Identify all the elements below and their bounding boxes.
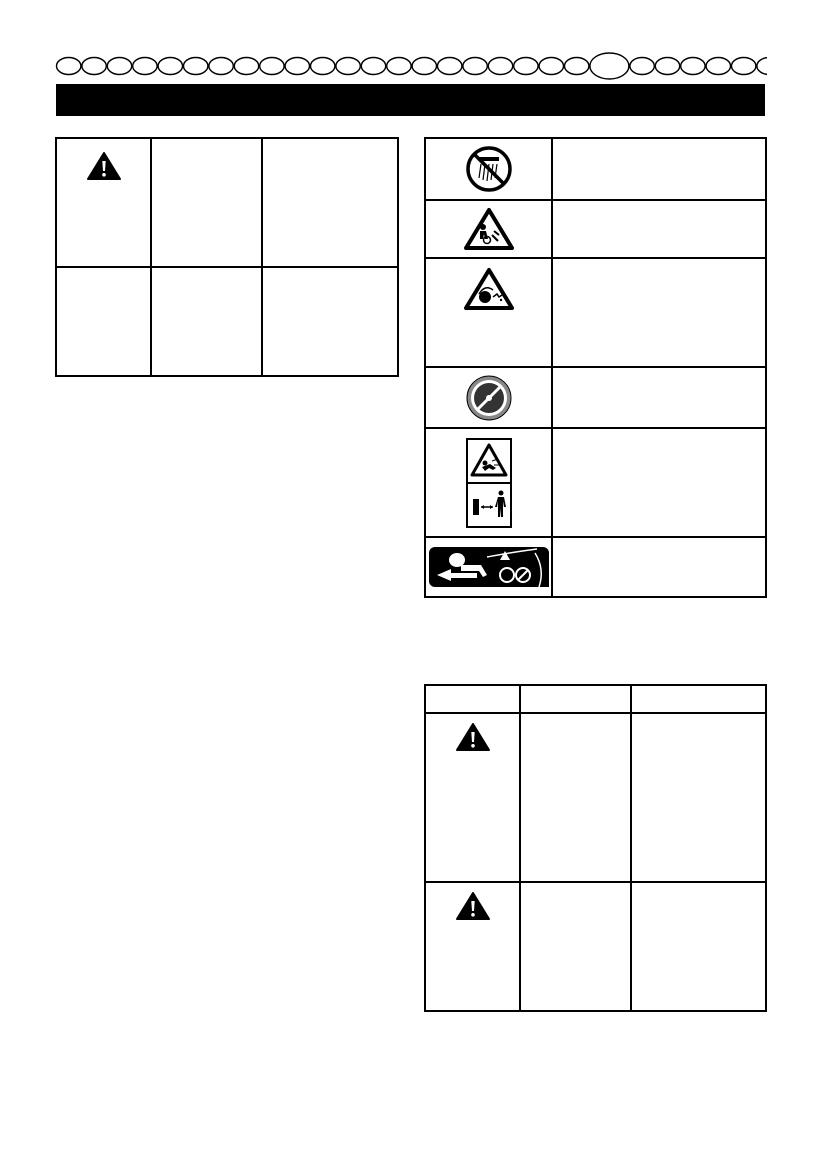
language-tab[interactable]: [732, 58, 756, 75]
language-tab[interactable]: [285, 58, 309, 75]
language-tab[interactable]: [57, 58, 81, 75]
language-tab[interactable]: [706, 58, 730, 75]
language-tab[interactable]: [260, 58, 284, 75]
warning-text-cell: [262, 267, 398, 376]
language-tab[interactable]: [655, 58, 679, 75]
bystander-distance-icon: [465, 437, 513, 529]
column-header: [520, 685, 631, 713]
warning-table-left: [55, 137, 399, 377]
symbol-text-cell: [552, 138, 766, 200]
language-tab[interactable]: [438, 58, 462, 75]
symbol-text-cell: [552, 537, 766, 597]
symbol-text-cell: [552, 258, 766, 367]
symbol-cell: [425, 367, 552, 428]
language-tab[interactable]: [630, 58, 654, 75]
warning-icon-cell: [425, 882, 520, 1011]
table-row: [425, 713, 766, 882]
symbol-cell: [425, 428, 552, 537]
warning-triangle-icon: [455, 891, 491, 921]
symbol-text-cell: [552, 200, 766, 258]
table-header-row: [425, 685, 766, 713]
symbol-text-cell: [552, 367, 766, 428]
thrown-objects-warning-icon: [463, 207, 515, 251]
table-row: [425, 258, 766, 367]
language-tab[interactable]: [82, 58, 106, 75]
language-tabs: [55, 52, 767, 80]
warning-table-right: [424, 684, 767, 1012]
language-tab[interactable]: [158, 58, 182, 75]
language-tab[interactable]: [539, 58, 563, 75]
column-header: [425, 685, 520, 713]
warning-label-cell: [56, 267, 151, 376]
warning-text-cell: [520, 882, 631, 1011]
language-tabs-svg: [55, 52, 767, 80]
language-tab[interactable]: [565, 58, 589, 75]
warning-triangle-icon: [86, 151, 122, 181]
symbol-cell: [425, 200, 552, 258]
table-row: [425, 138, 766, 200]
warning-text-cell: [631, 882, 766, 1011]
language-tab[interactable]: [311, 58, 335, 75]
warning-icon-cell: [56, 138, 151, 267]
warning-triangle-icon: [455, 722, 491, 752]
warning-text-cell: [151, 138, 262, 267]
table-row: [425, 428, 766, 537]
symbol-cell: [425, 138, 552, 200]
language-tab[interactable]: [387, 58, 411, 75]
language-tab[interactable]: [133, 58, 157, 75]
saw-blade-icon: [465, 374, 513, 422]
table-row: [56, 267, 398, 376]
language-tab[interactable]: [412, 58, 436, 75]
warning-text-cell: [631, 713, 766, 882]
table-row: [425, 200, 766, 258]
blade-thrust-warning-icon: [463, 267, 515, 311]
symbol-text-cell: [552, 428, 766, 537]
language-tab[interactable]: [184, 58, 208, 75]
warning-text-cell: [520, 713, 631, 882]
warning-text-cell: [262, 138, 398, 267]
no-rain-icon: [465, 145, 513, 193]
language-tab[interactable]: [463, 58, 487, 75]
language-tab-active[interactable]: [590, 53, 629, 79]
column-header: [631, 685, 766, 713]
table-row: [425, 882, 766, 1011]
table-row: [425, 367, 766, 428]
warning-icon-cell: [425, 713, 520, 882]
language-tab[interactable]: [681, 58, 705, 75]
table-row: [56, 138, 398, 267]
symbol-cell: [425, 537, 552, 597]
warning-text-cell: [151, 267, 262, 376]
language-tab[interactable]: [361, 58, 385, 75]
language-tab[interactable]: [336, 58, 360, 75]
symbol-table: [424, 137, 767, 598]
symbol-cell: [425, 258, 552, 367]
section-header-bar: [56, 84, 765, 116]
language-tab[interactable]: [107, 58, 131, 75]
operator-position-label-icon: [427, 543, 551, 591]
language-tab[interactable]: [757, 58, 767, 75]
language-tab[interactable]: [234, 58, 258, 75]
language-tab[interactable]: [514, 58, 538, 75]
language-tab[interactable]: [488, 58, 512, 75]
table-row: [425, 537, 766, 597]
language-tab[interactable]: [209, 58, 233, 75]
